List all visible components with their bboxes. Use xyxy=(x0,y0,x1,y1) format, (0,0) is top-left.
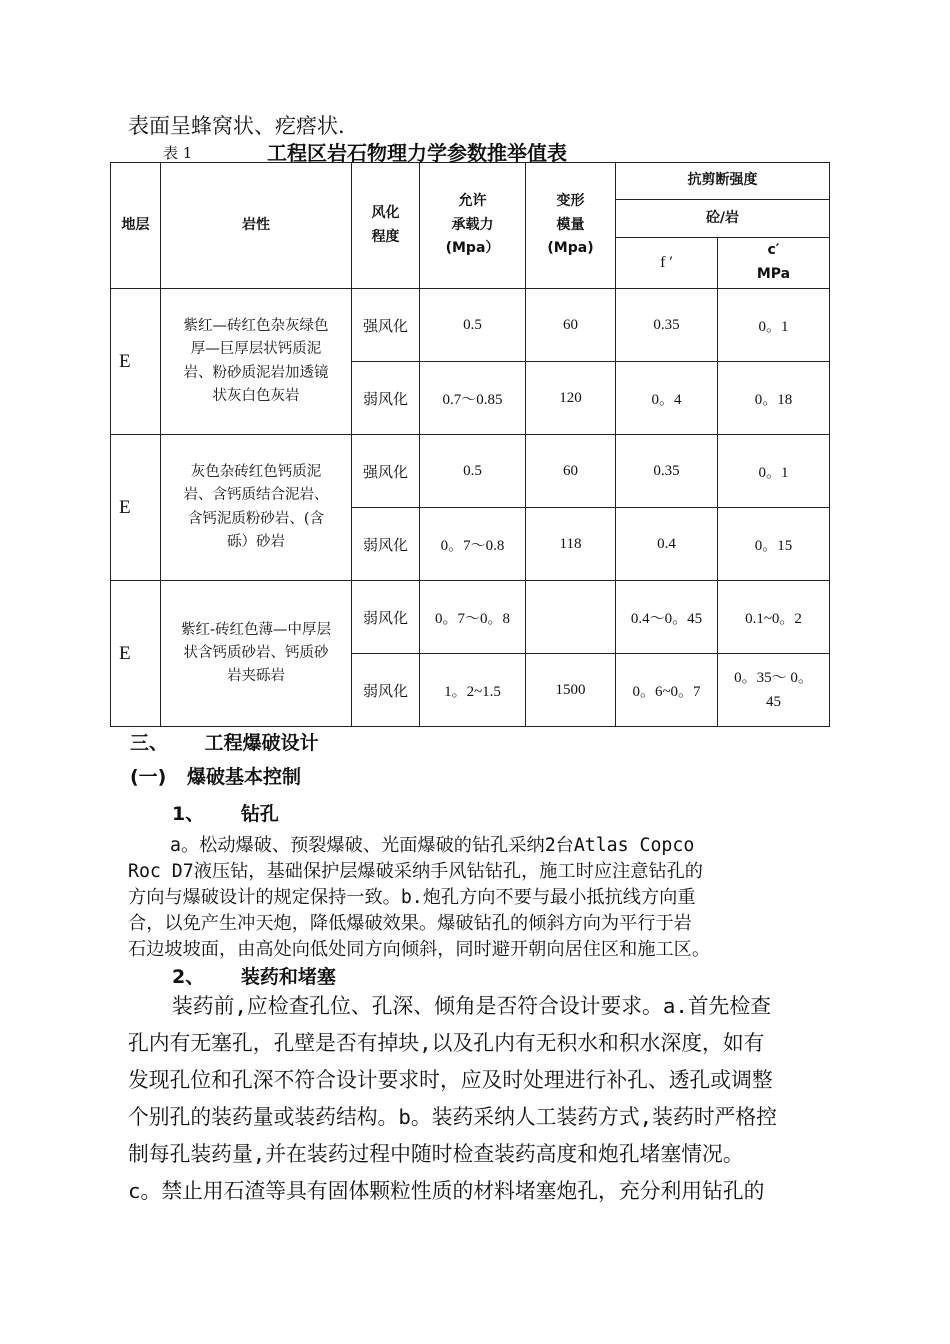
table-number: 表 1 xyxy=(163,144,193,162)
header-bearing xyxy=(420,163,526,289)
lithology-cell xyxy=(161,435,352,581)
lithology-line: 砾）砂岩 xyxy=(227,533,285,550)
bearing-cell: 0.7～0.85 xyxy=(420,362,526,435)
lithology-line: 含钙泥质粉砂岩、(含 xyxy=(187,510,325,527)
header-weathering xyxy=(352,163,420,289)
item-heading xyxy=(172,962,336,989)
paragraph-line: 个别孔的装药量或装药结构。b。装药采纳人工装药方式,装药时严格控 xyxy=(128,1105,777,1129)
bearing-cell: 0。7～0。8 xyxy=(420,581,526,654)
c-cell: 0。1 xyxy=(718,289,830,362)
header-c-symbol: c′ xyxy=(767,242,780,259)
bearing-cell: 1。2~1.5 xyxy=(420,654,526,727)
paragraph-line: 孔内有无塞孔，孔壁是否有掉块,以及孔内有无积水和积水深度，如有 xyxy=(128,1031,765,1055)
weathering-cell: 强风化 xyxy=(352,289,420,362)
header-modulus-line: (Mpa) xyxy=(547,240,594,257)
c-cell: 0。15 xyxy=(718,508,830,581)
lithology-cell xyxy=(161,289,352,435)
modulus-cell: 60 xyxy=(526,289,616,362)
header-layer: 地层 xyxy=(111,163,161,289)
modulus-cell: 120 xyxy=(526,362,616,435)
header-bearing-line: 允许 xyxy=(458,192,487,209)
weathering-cell: 弱风化 xyxy=(352,581,420,654)
weathering-cell: 弱风化 xyxy=(352,508,420,581)
item-number: 2、 xyxy=(172,966,205,988)
layer-cell: E xyxy=(111,289,161,435)
weathering-cell: 弱风化 xyxy=(352,362,420,435)
paragraph-line: 装药前,应检查孔位、孔深、倾角是否符合设计要求。a.首先检查 xyxy=(172,994,772,1018)
subsection-title: 爆破基本控制 xyxy=(187,766,302,788)
table-title: 工程区岩石物理力学参数推举值表 xyxy=(267,141,567,165)
paragraph-line: c。禁止用石渣等具有固体颗粒性质的材料堵塞炮孔，充分利用钻孔的 xyxy=(128,1179,765,1203)
bearing-cell: 0.5 xyxy=(420,289,526,362)
item-title: 装药和堵塞 xyxy=(240,966,336,988)
paragraph-line: a。松动爆破、预裂爆破、光面爆破的钻孔采纳2台Atlas Copco xyxy=(170,835,695,856)
header-lithology: 岩性 xyxy=(161,163,352,289)
lithology-line: 厚—巨厚层状钙质泥 xyxy=(190,341,322,358)
modulus-cell: 1500 xyxy=(526,654,616,727)
header-c-unit: MPa xyxy=(756,266,791,282)
paragraph-charging xyxy=(128,988,777,1210)
table-row xyxy=(111,581,830,654)
c-cell: 0。1 xyxy=(718,435,830,508)
lithology-line: 岩、含钙质结合泥岩、 xyxy=(183,487,329,504)
item-number: 1、 xyxy=(172,803,205,825)
header-weathering-line: 风化 xyxy=(371,204,400,221)
subsection-heading xyxy=(130,762,301,789)
f-cell: 0.4～0。45 xyxy=(616,581,718,654)
header-modulus-line: 模量 xyxy=(556,216,585,233)
paragraph-drilling xyxy=(128,833,710,963)
f-cell: 0.4 xyxy=(616,508,718,581)
rock-parameter-table xyxy=(110,162,830,727)
header-bearing-line: 承载力 xyxy=(451,216,494,233)
lithology-line: 岩、粉砂质泥岩加透镜 xyxy=(183,364,329,381)
table-row xyxy=(111,289,830,362)
item-heading xyxy=(172,799,279,826)
section-number: 三、 xyxy=(130,732,169,754)
modulus-cell: 60 xyxy=(526,435,616,508)
c-cell: 0。35～ 0。45 xyxy=(718,654,830,727)
header-modulus xyxy=(526,163,616,289)
subsection-number: (一) xyxy=(130,766,167,788)
lithology-line: 状含钙质砂岩、钙质砂 xyxy=(183,644,329,661)
layer-cell: E xyxy=(111,581,161,727)
header-weathering-line: 程度 xyxy=(371,228,400,245)
paragraph-line: 发现孔位和孔深不符合设计要求时，应及时处理进行补孔、透孔或调整 xyxy=(128,1068,773,1092)
paragraph-line: 合，以免产生冲天炮，降低爆破效果。爆破钻孔的倾斜方向为平行于岩 xyxy=(128,913,692,934)
lithology-line: 岩夹砾岩 xyxy=(227,668,285,685)
f-cell: 0.35 xyxy=(616,289,718,362)
paragraph-line: 方向与爆破设计的规定保持一致。b.炮孔方向不要与最小抵抗线方向重 xyxy=(128,887,696,908)
paragraph-line: 制每孔装药量,并在装药过程中随时检查装药高度和炮孔堵塞情况。 xyxy=(128,1142,744,1166)
header-modulus-line: 变形 xyxy=(556,192,585,209)
bearing-cell: 0。7～0.8 xyxy=(420,508,526,581)
weathering-cell: 弱风化 xyxy=(352,654,420,727)
f-cell: 0。6~0。7 xyxy=(616,654,718,727)
lithology-line: 紫红—砖红色杂灰绿色 xyxy=(183,318,329,335)
bearing-cell: 0.5 xyxy=(420,435,526,508)
layer-cell: E xyxy=(111,435,161,581)
header-bearing-line: (Mpa） xyxy=(445,240,500,257)
table-row xyxy=(111,435,830,508)
section-heading xyxy=(130,728,319,755)
modulus-cell xyxy=(526,581,616,654)
intro-text: 表面呈蜂窝状、疙瘩状. xyxy=(128,114,345,138)
weathering-cell: 强风化 xyxy=(352,435,420,508)
f-cell: 0。4 xyxy=(616,362,718,435)
lithology-line: 灰色杂砖红色钙质泥 xyxy=(190,464,322,481)
modulus-cell: 118 xyxy=(526,508,616,581)
c-cell: 0。18 xyxy=(718,362,830,435)
c-cell: 0.1~0。2 xyxy=(718,581,830,654)
header-concrete-rock: 砼/岩 xyxy=(616,200,830,238)
header-c xyxy=(718,238,830,289)
item-title: 钻孔 xyxy=(240,803,279,825)
paragraph-line: 石边坡坡面，由高处向低处同方向倾斜，同时避开朝向居住区和施工区。 xyxy=(128,939,711,960)
paragraph-line: Roc D7液压钻，基础保护层爆破采纳手风钻钻孔，施工时应注意钻孔的 xyxy=(128,861,703,882)
section-title: 工程爆破设计 xyxy=(204,732,319,754)
f-cell: 0.35 xyxy=(616,435,718,508)
header-f: f ′ xyxy=(616,238,718,289)
lithology-line: 状灰白色灰岩 xyxy=(212,387,300,404)
lithology-cell xyxy=(161,581,352,727)
lithology-line: 紫红-砖红色薄—中厚层 xyxy=(181,621,331,638)
header-shear-strength: 抗剪断强度 xyxy=(616,163,830,200)
